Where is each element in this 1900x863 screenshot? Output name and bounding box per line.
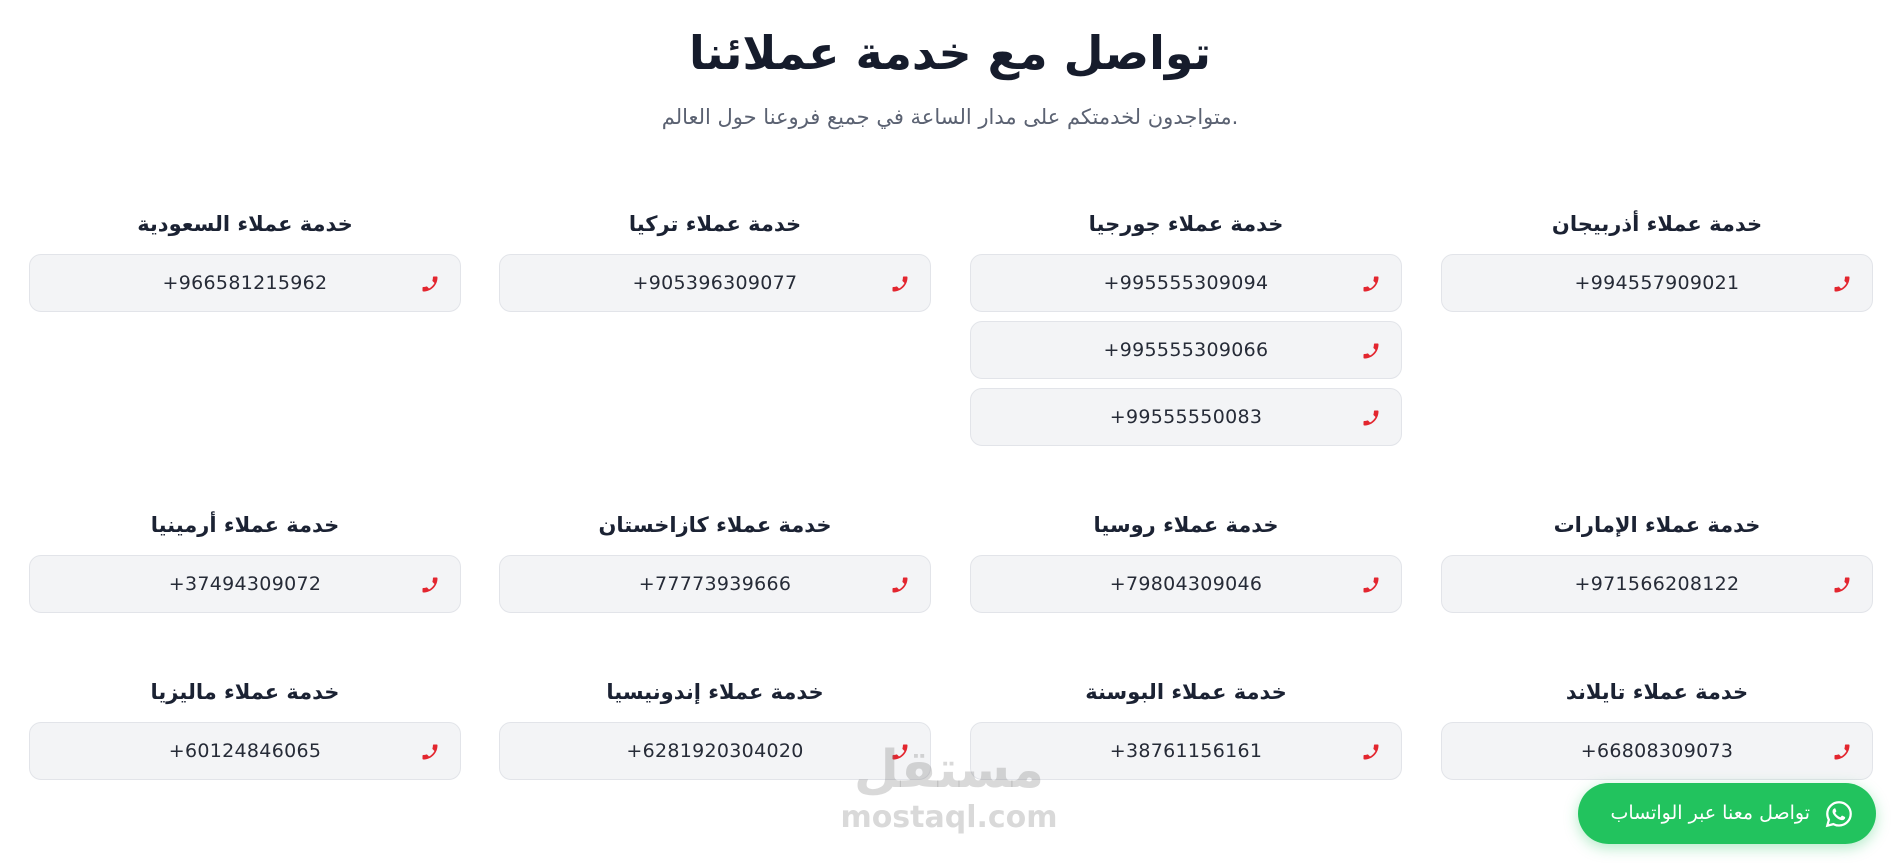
section-title: خدمة عملاء تايلاند (1565, 680, 1749, 704)
phone-icon (890, 575, 910, 595)
phone-list (29, 555, 461, 622)
phone-number: +995555309066 (1103, 339, 1269, 361)
section-title: خدمة عملاء إندونيسيا (606, 680, 824, 704)
section-title: خدمة عملاء الإمارات (1553, 513, 1761, 537)
phone-card[interactable] (1441, 722, 1873, 780)
phone-number: +79804309046 (1109, 573, 1263, 595)
phone-number: +994557909021 (1574, 272, 1740, 294)
phone-card[interactable] (970, 254, 1402, 312)
whatsapp-icon (1824, 799, 1854, 829)
phone-list (499, 555, 931, 622)
phone-list (1441, 722, 1873, 789)
page-title: تواصل مع خدمة عملائنا (689, 26, 1211, 80)
phone-icon (1832, 575, 1852, 595)
section-title: خدمة عملاء ماليزيا (150, 680, 340, 704)
phone-card[interactable] (499, 555, 931, 613)
phone-card[interactable] (970, 555, 1402, 613)
phone-number: +971566208122 (1574, 573, 1740, 595)
phone-number: +966581215962 (162, 272, 328, 294)
phone-number: +60124846065 (168, 740, 322, 762)
phone-list (29, 722, 461, 789)
phone-card[interactable] (970, 321, 1402, 379)
phone-number: +995555309094 (1103, 272, 1269, 294)
phone-number: +6281920304020 (626, 740, 804, 762)
phone-icon (1832, 274, 1852, 294)
section-title: خدمة عملاء أرمينيا (150, 513, 340, 537)
phone-list (970, 555, 1402, 622)
phone-icon (420, 274, 440, 294)
phone-list (970, 254, 1402, 455)
phone-icon (420, 575, 440, 595)
phone-card[interactable] (29, 254, 461, 312)
phone-icon (890, 274, 910, 294)
watermark-arabic: مستقل (853, 740, 1045, 800)
watermark-latin: mostaql.com (840, 800, 1058, 835)
phone-number: +99555550083 (1109, 406, 1263, 428)
phone-card[interactable] (29, 555, 461, 613)
phone-card[interactable] (499, 254, 931, 312)
whatsapp-button-label: تواصل معنا عبر الواتساب (1610, 802, 1810, 824)
phone-list (1441, 555, 1873, 622)
phone-icon (1832, 742, 1852, 762)
whatsapp-contact-button[interactable] (1578, 783, 1876, 844)
section-title: خدمة عملاء جورجيا (1088, 212, 1284, 236)
phone-number: +37494309072 (168, 573, 322, 595)
section-title: خدمة عملاء كازاخستان (598, 513, 832, 537)
phone-icon (420, 742, 440, 762)
phone-icon (1361, 575, 1381, 595)
section-title: خدمة عملاء تركيا (628, 212, 802, 236)
phone-icon (1361, 742, 1381, 762)
phone-number: +77773939666 (638, 573, 792, 595)
phone-list (1441, 254, 1873, 321)
phone-list (499, 254, 931, 321)
phone-card[interactable] (1441, 555, 1873, 613)
phone-number: +905396309077 (632, 272, 798, 294)
phone-number: +38761156161 (1109, 740, 1263, 762)
section-title: خدمة عملاء أذربيجان (1551, 212, 1763, 236)
section-title: خدمة عملاء البوسنة (1085, 680, 1287, 704)
section-title: خدمة عملاء السعودية (137, 212, 353, 236)
phone-list (29, 254, 461, 321)
phone-icon (1361, 408, 1381, 428)
phone-card[interactable] (970, 388, 1402, 446)
phone-icon (1361, 341, 1381, 361)
phone-card[interactable] (1441, 254, 1873, 312)
phone-card[interactable] (29, 722, 461, 780)
phone-number: +66808309073 (1580, 740, 1734, 762)
phone-icon (1361, 274, 1381, 294)
page-subtitle: متواجدون لخدمتكم على مدار الساعة في جميع فروعنا حول العالم. (661, 105, 1239, 129)
section-title: خدمة عملاء روسيا (1093, 513, 1279, 537)
watermark (835, 740, 1063, 836)
